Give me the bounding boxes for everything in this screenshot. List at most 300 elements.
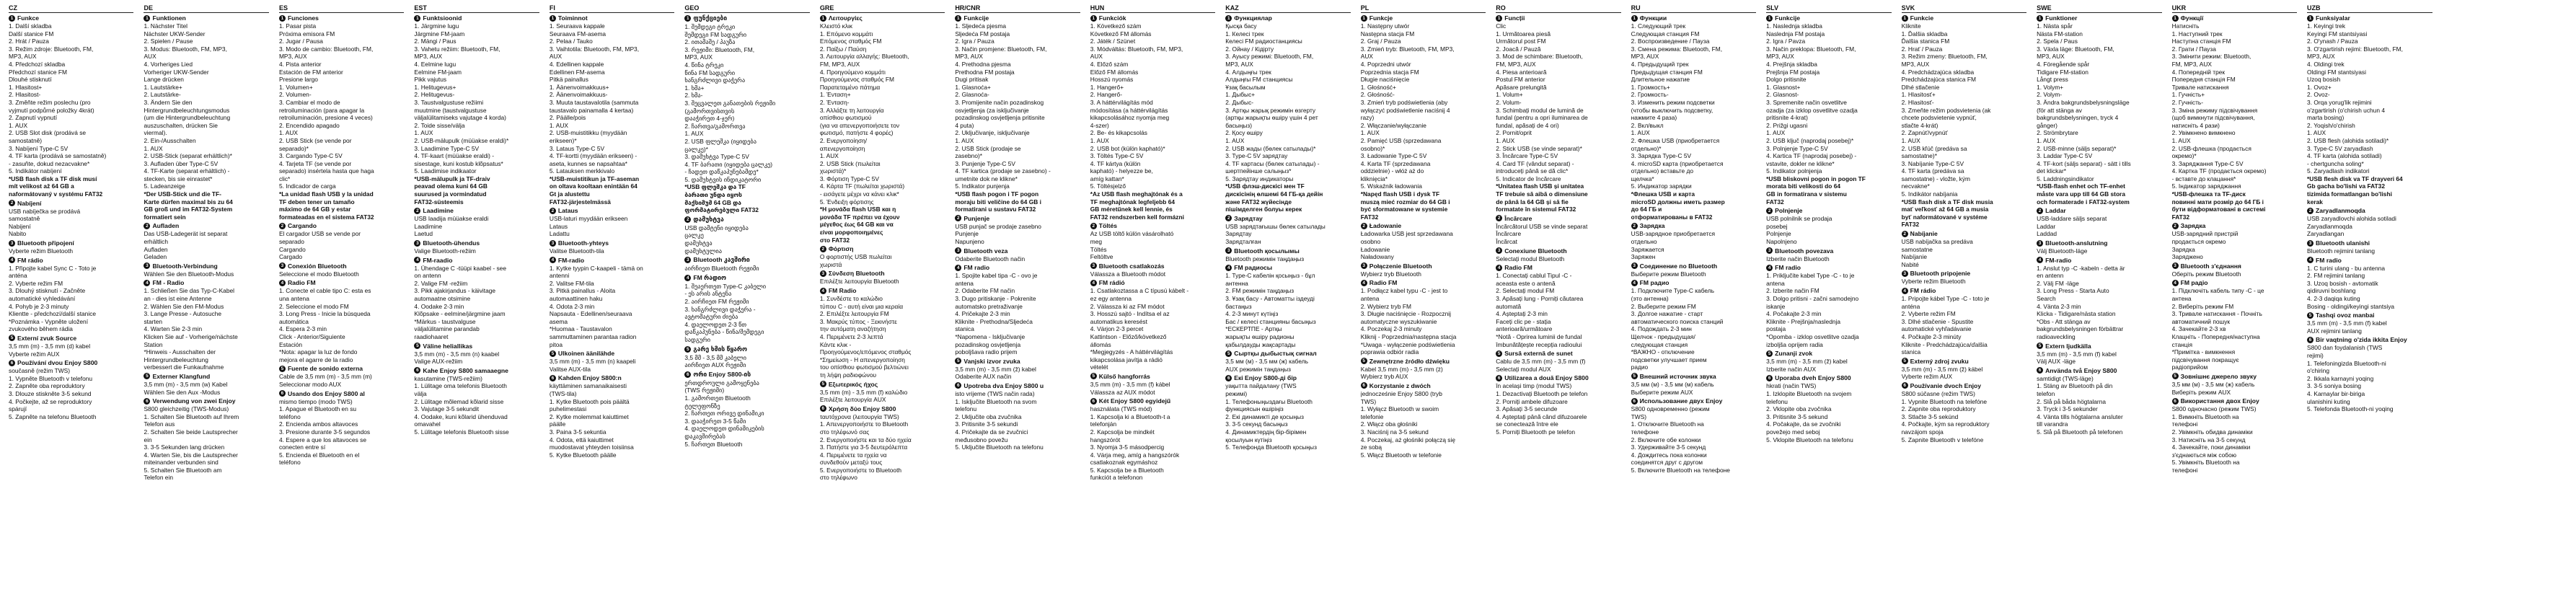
instruction-line: Następna stacja FM <box>1360 30 1415 37</box>
section-number-icon: 3 <box>1361 262 1367 269</box>
instruction-line: meg <box>1090 238 1103 246</box>
section-title <box>550 257 674 264</box>
section-number-icon: 4 <box>2037 257 2043 263</box>
instruction-line: telefonie <box>1360 412 1384 420</box>
instruction-line: 2. Pelaa / Tauko <box>549 37 593 45</box>
section-title-text: Bluetooth з'єднання <box>2180 262 2241 270</box>
section-title <box>1361 279 1486 286</box>
instruction-line: 2. Hlasitosť- <box>1901 98 1934 106</box>
instruction-line: automatické vyhľadávanie <box>1901 325 1972 333</box>
note-line: máximo de 64 GB y estar <box>278 206 351 213</box>
instruction-line: Cable de 3,5 mm (m) - 3,5 mm (m) <box>278 373 372 381</box>
instruction-line: Зарядтау <box>1225 230 1252 238</box>
instruction-line: 2. FM режимін таңдаңыз <box>1225 287 1294 295</box>
instruction-line: 1. Nästa spår <box>2037 22 2073 30</box>
section-title <box>2172 14 2297 22</box>
section-title <box>279 279 404 286</box>
instruction-line: verbessert die Funkaufnahme <box>144 363 224 371</box>
instruction-line: Nabijení <box>9 222 31 230</box>
instruction-line: 2. USB flesh (alohida sotiladi)* <box>2307 136 2389 144</box>
instruction-line: 3. Laadimine Type-C 5V <box>414 144 480 152</box>
instruction-line: MP3, AUX <box>1225 60 1253 68</box>
instruction-line: Προηγούμενος σταθμός FM <box>819 76 894 84</box>
instruction-line: Odaberite Bluetooth način <box>955 255 1025 262</box>
section-number-icon: 2 <box>1496 215 1502 221</box>
section-number-icon: 1 <box>1766 15 1773 22</box>
instruction-line: Nächster UKW-Sender <box>144 30 206 37</box>
instruction-line: Длительное нажатие <box>1631 76 1690 84</box>
note-line: TF deben tener un tamaño <box>278 198 355 206</box>
section-title <box>684 256 809 264</box>
instruction-line: 3. Nabíjení Type-C 5V <box>9 144 69 152</box>
instruction-line: підсвічування покращує <box>2171 356 2239 363</box>
instruction-line: Naładowany <box>1360 253 1394 261</box>
instruction-line: 2. Ikkala karnayni yoqing <box>2307 374 2374 382</box>
instruction-line: *Megjegyzés - A háttérvilágítás <box>1090 348 1173 356</box>
instruction-line: 2. USB-флешка (продається <box>2171 144 2251 152</box>
section-number-icon: 5 <box>820 381 826 387</box>
instruction-line: στο τηλέφωνό σας <box>819 428 870 436</box>
section-number-icon: 1 <box>144 15 150 22</box>
section-title-text: FM радио <box>1639 279 1669 287</box>
section-title <box>2172 397 2297 405</box>
instruction-line: 2. Toide sisse/välja <box>414 121 465 129</box>
instruction-line: 3. 3-5 soniya bosing <box>2307 382 2362 390</box>
section-number-icon: 4 <box>1766 265 1773 271</box>
instruction-line: Kliknite - Prejšnja/naslednja <box>1766 317 1841 325</box>
instruction-line: жарықты өшіру радионы <box>1225 332 1294 340</box>
instruction-line: 3. Nabíjanie Type-C 5V <box>1901 159 1964 167</box>
instruction-line: 1. Kytke tyypin C-kaapeli - tämä on <box>549 264 643 272</box>
instruction-line: 3,5 mm (m) - 3,5 mm (d) kabel <box>9 342 91 350</box>
instruction-line: 5. Wskaźnik ładowania <box>1360 182 1422 190</box>
instruction-line: 1. AUX <box>9 121 28 129</box>
instruction-line: TWS) <box>1360 397 1377 405</box>
instruction-line: zvukového během rádia <box>9 325 73 333</box>
section-title-text: Bluetooth-Verbindung <box>152 262 218 270</box>
instruction-line: 2. Slå på båda högtalarna <box>2037 397 2107 405</box>
instruction-line: 1. Podłącz kabel typu -C - jest to <box>1360 287 1448 295</box>
note-line: peavad olema kuni 64 GB <box>414 182 488 190</box>
section-title-text: Bluetooth-anslutning <box>2045 239 2108 247</box>
instruction-line: 2. Jugar / Pausa <box>278 37 323 45</box>
section-title-text: Bluetooth ulanishi <box>2316 239 2370 247</box>
instruction-line: (um die Hintergrundbeleuchtung <box>144 114 231 122</box>
instruction-line: Válassza az AUX módot <box>1090 388 1155 396</box>
section-title <box>1225 247 1350 255</box>
section-title <box>1225 350 1350 357</box>
note-line: naformátovaný v systému FAT32 <box>9 190 103 198</box>
instruction-line: 1. AUX <box>1766 129 1786 137</box>
section-title <box>1631 397 1756 405</box>
instruction-line: 2. Флешка USB (приобретается <box>1631 136 1720 144</box>
instruction-line: 5. Включите Bluetooth на телефоне <box>1631 466 1730 474</box>
instruction-line: 2. USB ფლეშკა (იყიდება <box>684 137 757 145</box>
instruction-line: 2. Igra / Pauza <box>955 37 994 45</box>
instruction-line: Selectați modul AUX <box>1496 365 1551 373</box>
instruction-line: 3. Натисніть на 3-5 секунд <box>2171 436 2246 443</box>
note-line: suurused ja vormindatud <box>414 190 487 198</box>
instruction-line: Zaryadlangan <box>2307 230 2345 238</box>
language-column <box>9 4 133 605</box>
instruction-line: 4. Κάρτα TF (πωλείται χωριστά) <box>819 182 905 190</box>
instruction-line: 1. Glasnost+ <box>1766 83 1801 91</box>
instruction-line: ერთდროული გამოყენება <box>684 379 759 387</box>
instruction-line: აირჩიეთ AUX რეჟიმი <box>684 361 746 369</box>
instruction-line: 1. Дыбыс+ <box>1225 91 1256 99</box>
instruction-line: sammuttaminen parantaa radion <box>549 332 637 340</box>
instruction-line: AUX <box>1090 53 1103 61</box>
instruction-line: 3. Način preklopa: Bluetooth, FM, <box>1766 45 1856 53</box>
section-number-icon: 6 <box>1766 375 1773 381</box>
instruction-line: 5. Vklopite Bluetooth na telefonu <box>1766 436 1853 443</box>
section-title <box>9 200 133 207</box>
section-title-text: Bluetooth veza <box>963 247 1008 255</box>
instruction-line: USB-laddare säljs separat <box>2037 215 2107 223</box>
instruction-line: samostatne <box>1901 245 1933 253</box>
section-title-text: Χρήση δύο Enjoy S800 <box>828 405 896 412</box>
instruction-line: телефоне <box>1631 428 1659 436</box>
instruction-line: 3. Type-C 5V зарядтау <box>1225 152 1288 160</box>
instruction-line: Бас / келесі станцияны басыңыз <box>1225 317 1316 325</box>
language-column <box>820 4 945 605</box>
note-line: GB in formatirana v sistemu <box>1766 190 1847 198</box>
instruction-line: Telefon ein <box>144 474 173 482</box>
instruction-line: 1. Dezactivați Bluetooth pe telefon <box>1496 389 1588 397</box>
instruction-line: соединятся друг с другом <box>1631 459 1703 467</box>
instruction-line: 2. Selectați modul FM <box>1496 287 1555 295</box>
instruction-line: osobno <box>1360 238 1381 246</box>
instruction-line: Das USB-Ladegerät ist separat <box>144 230 228 238</box>
instruction-line: отдельно)* <box>1631 144 1662 152</box>
instruction-line: 3. A háttérvilágítás mód <box>1090 98 1153 106</box>
note-line: FAT32 <box>1766 198 1784 206</box>
instruction-line: щелчка* <box>1631 175 1654 182</box>
instruction-line: 4. Poczekaj, aż głośniki połączą się <box>1360 436 1456 443</box>
instruction-line: 3. Πατήστε για 3-5 δευτερόλεπτα <box>819 443 908 451</box>
section-title <box>2307 257 2432 264</box>
instruction-line: ავტომატური ძიება <box>684 313 738 321</box>
instruction-line: 4. Počkajte 2-3 minúty <box>1901 332 1962 340</box>
instruction-line: Prethodna FM postaja <box>955 68 1015 76</box>
instruction-line: ulanishini kuting <box>2307 397 2350 405</box>
instruction-line: 4. Зачекайте 2-3 хв <box>2171 325 2226 333</box>
section-title-text: Зарядка <box>1639 222 1665 230</box>
section-title-text: Funciones <box>287 14 319 22</box>
instruction-line: Κάντε κλικ - <box>819 340 852 348</box>
instruction-line: asema <box>549 317 568 325</box>
instruction-line: povežejo med seboj <box>1766 428 1820 436</box>
note-line: *USB bliskovni pogon in pogon TF <box>1766 175 1866 182</box>
section-title-text: Externý zdroj zvuku <box>1910 357 1969 365</box>
section-title-text: Функциялар <box>1234 14 1272 22</box>
section-title-text: Funkciók <box>1098 14 1126 22</box>
note-line: *USB флэш-дискісі мен TF <box>1225 182 1305 190</box>
instruction-line: სადგური <box>684 335 711 343</box>
instruction-line: 1. Ovoz+ <box>2307 83 2332 91</box>
instruction-line: taustavalo painamalla 4 kertaa) <box>549 106 634 114</box>
instruction-line: módosítása (a háttérvilágítás <box>1090 106 1168 114</box>
section-title <box>1496 264 1620 271</box>
note-line: mať veľkosť až 64 GB a musia <box>1901 206 1989 213</box>
instruction-line: 2. Uključite oba zvučnika <box>955 412 1022 420</box>
instruction-line: (för att stänga av <box>2037 106 2082 114</box>
section-number-icon: 4 <box>820 288 826 294</box>
instruction-line: Bluetooth rejimini tanlang <box>2307 247 2376 255</box>
instruction-line: funkciót a telefonon <box>1090 474 1143 482</box>
language-column <box>1902 4 2026 605</box>
instruction-line: osvjetljenja (za isključivanje <box>955 106 1029 114</box>
instruction-line: en antenn <box>2037 272 2064 280</box>
instruction-line: Długie naciśnięcie <box>1360 76 1410 84</box>
section-number-icon: 3 <box>1496 247 1502 254</box>
instruction-line: ხანგრძლივი დაჭერა <box>684 76 746 84</box>
section-title <box>1496 247 1620 255</box>
instruction-line: ze sobą <box>1360 443 1382 451</box>
instruction-line: 3. Töltés Type-C 5V <box>1090 152 1144 160</box>
instruction-line: 3. Schimbați modul de lumină de <box>1496 106 1584 114</box>
section-title-text: Połączenie Bluetooth <box>1369 262 1432 270</box>
instruction-line: 1. შემდეგი ტრეკი <box>684 23 736 30</box>
instruction-line: S800 одночасно (режим TWS) <box>2171 405 2257 413</box>
instruction-line: USB-зарядний пристрій <box>2171 230 2238 238</box>
section-number-icon: 1 <box>820 15 826 22</box>
instruction-line: автоматичний пошук <box>2171 317 2231 325</box>
instruction-line: anterioară/următoare <box>1496 325 1553 333</box>
section-title <box>1902 382 2026 389</box>
instruction-line: 2. Увімкніть обидва динаміки <box>2171 428 2253 436</box>
instruction-line: 1. C turini ulang - bu antenna <box>2307 264 2386 272</box>
instruction-line: 2. Valige FM -režiim <box>414 279 468 287</box>
instruction-line: 1. Telefoningizda Bluetooth-ni <box>2307 359 2386 367</box>
instruction-line: Kliknite <box>1901 22 1921 30</box>
section-title <box>1090 279 1215 286</box>
instruction-line: антена <box>2171 295 2192 302</box>
instruction-line: päälle <box>549 420 566 428</box>
instruction-line: jednocześnie Enjoy S800 (tryb <box>1360 389 1442 397</box>
section-title-text: Încărcare <box>1504 214 1532 222</box>
instruction-line: 3. Polnjenje Type-C 5V <box>1766 144 1828 152</box>
instruction-line: 4. Așteptați 2-3 min <box>1496 310 1548 318</box>
instruction-line: 3. Način promjene: Bluetooth, FM, <box>955 45 1047 53</box>
section-title <box>1766 247 1891 255</box>
section-title <box>1496 215 1620 222</box>
instruction-line: marta bosing) <box>2307 114 2345 122</box>
instruction-line: Eelmine FM-jaam <box>414 68 462 76</box>
instruction-line: απενεργοποίηση <box>819 144 865 152</box>
instruction-line: 3,5 mm (m) - 3,5 mm (ž) kábel <box>1901 365 1983 373</box>
instruction-line: izboljša oprijem radia <box>1766 340 1823 348</box>
section-title-text: ფუნქციები <box>693 14 728 22</box>
instruction-line: současně (režim TWS) <box>9 367 71 375</box>
instruction-line: 2. Strömbrytare <box>2037 129 2078 137</box>
section-number-icon: 4 <box>2172 280 2179 286</box>
section-title-text: Utilizarea a două Enjoy S800 <box>1504 374 1589 382</box>
instruction-line: 5. Ladeanzeige <box>144 182 185 190</box>
instruction-line: automatické vyhledávání <box>9 295 76 302</box>
section-number-icon: 5 <box>1631 373 1638 379</box>
instruction-line: 4. Pista anterior <box>278 60 322 68</box>
section-title <box>279 14 404 22</box>
section-title-text: Conexión Bluetooth <box>287 262 347 270</box>
instruction-line: 5. Laddningsindikator <box>2037 175 2094 182</box>
instruction-line: 1. AUX <box>2307 129 2326 137</box>
section-title <box>9 335 133 342</box>
instruction-line: 2. Zapnite oba reproduktory <box>1901 405 1976 413</box>
section-title-text: Λειτουργίες <box>828 14 863 22</box>
instruction-line: telefonu <box>955 405 977 413</box>
section-title-text: Зовнішнє джерело звуку <box>2180 372 2257 380</box>
section-title <box>684 274 809 282</box>
instruction-line: 2. Päälle/pois <box>549 114 586 122</box>
instruction-line: 2. Mängi / Paus <box>414 37 456 45</box>
instruction-line: Щелчок - предыдущая/ <box>1631 332 1695 340</box>
note-line: de până la 64 GB și să fie <box>1496 198 1569 206</box>
section-number-icon: 3 <box>1902 270 1908 277</box>
instruction-line: 4. TF-kortti (myydään erikseen) - <box>549 152 638 160</box>
instruction-line: samostatně) <box>9 136 43 144</box>
instruction-line: 2. Zapněte oba reproduktory <box>9 382 85 390</box>
instruction-line: Încărcare <box>1496 230 1522 238</box>
instruction-line: Tidigare FM-station <box>2037 68 2088 76</box>
instruction-line: 4. Predchádzajúca skladba <box>1901 68 1975 76</box>
instruction-line: 2. USB жады (бөлек сатылады)* <box>1225 144 1316 152</box>
instruction-line: Izberite način AUX <box>1766 365 1817 373</box>
instruction-line: 2. Қосу өшіру <box>1225 129 1263 137</box>
section-title-text: Lataus <box>557 207 578 215</box>
instruction-line: USB-laturi myydään erikseen <box>549 215 628 223</box>
instruction-line: međusobno povežu <box>955 436 1008 443</box>
note-line: *USB flash pogon i TF pogon <box>955 190 1039 198</box>
instruction-line: 2. Kapcsolja be mindkét <box>1090 428 1155 436</box>
section-title <box>820 381 945 388</box>
instruction-line: *Notă - Oprirea luminii de fundal <box>1496 332 1582 340</box>
language-column <box>279 4 404 605</box>
section-title-text: FM radio <box>1775 264 1801 272</box>
instruction-line: Seleccione el modo Bluetooth <box>278 270 359 278</box>
instruction-line: posebej <box>1766 222 1788 230</box>
instruction-line: retroiluminación, presione 4 veces) <box>278 114 373 122</box>
section-title <box>684 371 809 379</box>
section-title-text: ორი Enjoy S800-ის <box>693 370 751 378</box>
section-number-icon: 6 <box>1902 382 1908 389</box>
note-line: *Флешка USB и карта <box>1631 190 1695 198</box>
instruction-line: 4. Card TF (vândut separat) - <box>1496 159 1574 167</box>
instruction-line: 3. Pritisnite 3-5 sekund <box>1766 412 1828 420</box>
instruction-line: 1. Naslednja skladba <box>1766 22 1822 30</box>
instruction-line: 4. Картка TF (продається окремо) <box>2171 167 2267 175</box>
language-column <box>684 4 809 605</box>
section-title-text: Внешний источник звука <box>1639 372 1716 380</box>
instruction-line: 2. Ein-/Ausschalten <box>144 136 196 144</box>
section-title-text: დამუხტვა <box>693 215 724 223</box>
instruction-line: 2. Vyberte režim FM <box>1901 310 1956 318</box>
instruction-line: AUX <box>144 53 156 61</box>
instruction-line: 3. Pitkä painallus - Aloita <box>549 287 616 295</box>
instruction-line: vételét <box>1090 363 1108 371</box>
instruction-line: Keyingi FM stantsiyasi <box>2307 30 2368 37</box>
section-number-icon: 4 <box>1225 265 1232 271</box>
instruction-line: *Hinweis - Ausschalten der <box>144 348 216 356</box>
instruction-line: Зарядка <box>2171 245 2195 253</box>
section-title <box>144 397 268 405</box>
section-title <box>550 14 674 22</box>
instruction-line: Selectați modul Bluetooth <box>1496 255 1565 262</box>
section-number-icon: 1 <box>1225 15 1232 22</box>
section-title-text: Funkce <box>17 14 40 22</box>
section-number-icon: 3 <box>279 262 286 269</box>
instruction-line: 1. Priključite kabel Type -C - to je <box>1766 272 1855 280</box>
instruction-line: 4. TF karta (predáva sa <box>1901 167 1964 175</box>
section-number-icon: 6 <box>2307 337 2313 343</box>
instruction-line: 1. Äänenvoimakkuus+ <box>549 83 609 91</box>
section-title <box>2172 222 2297 229</box>
instruction-line: Следующая станция FM <box>1631 30 1700 37</box>
section-number-icon: 4 <box>414 257 420 263</box>
section-title <box>1225 215 1350 222</box>
instruction-line: 4. TF kartica (prodaje se zasebno) - <box>955 167 1051 175</box>
instruction-line: 4. Προηγούμενο κομμάτι <box>819 68 886 76</box>
instruction-line: 3. 3-5 Sekunden lang drücken <box>144 443 225 451</box>
instruction-line: 3. Změňte režim poslechu (pro <box>9 98 91 106</box>
section-title-text: Töltés <box>1098 222 1118 230</box>
instruction-line: 2. Επιλέξτε λειτουργία FM <box>819 310 889 318</box>
instruction-line: 4. TF картасы (бөлек сатылады) - <box>1225 159 1320 167</box>
instruction-line: 2. Encendido apagado <box>278 121 340 129</box>
instruction-line: qidiruvni boshlang <box>2307 287 2356 295</box>
note-line: μονάδα TF πρέπει να έχουν <box>819 213 900 221</box>
note-line: TF meghajtónak legfeljebb 64 <box>1090 198 1175 206</box>
instruction-line: Laadimine <box>414 222 443 230</box>
note-line: moraju biti veličine do 64 GB i <box>955 198 1041 206</box>
instruction-line: Valitse Bluetooth-tila <box>549 247 604 255</box>
instruction-line: Naslednja FM postaja <box>1766 30 1825 37</box>
instruction-line: postaja <box>1766 325 1786 333</box>
instruction-line: - chertguncha soling* <box>2307 159 2364 167</box>
instruction-line: 2. Porniți ambele difuzoare <box>1496 397 1568 405</box>
section-number-icon: 3 <box>684 257 691 263</box>
instruction-line: MP3, AUX <box>2307 53 2335 61</box>
section-title-text: Korzystanie z dwóch <box>1369 381 1431 389</box>
instruction-line: Vyberte režim AUX <box>1901 373 1953 381</box>
section-title-text: Külső hangforrás <box>1098 372 1150 380</box>
instruction-line: қосылуын күтіңіз <box>1225 436 1272 443</box>
instruction-line: Заряджено <box>2171 253 2203 261</box>
instruction-line: Kliknite - Prethodna/Sljedeća <box>955 317 1033 325</box>
instruction-line: 2. USB Stick (prodaje se <box>955 144 1021 152</box>
instruction-line: MP3, AUX <box>9 53 37 61</box>
instruction-line: 1. Pasar pista <box>278 22 317 30</box>
section-number-icon: 5 <box>2037 343 2043 349</box>
instruction-line: 3. Laddar Type-C 5V <box>2037 152 2093 160</box>
instruction-line: 1. Další skladba <box>9 22 52 30</box>
instruction-line: állomás <box>1090 340 1111 348</box>
instruction-line: 3. Zmień tryb podświetlenia (aby <box>1360 98 1448 106</box>
instruction-line: ცალკე <box>684 231 704 239</box>
instruction-line: Presione largo <box>278 76 318 84</box>
section-number-icon: 5 <box>144 373 150 379</box>
instruction-line: 3. Režim zdroje: Bluetooth, FM, <box>9 45 94 53</box>
instruction-line: wyłączyć podświetlenie naciśnij 4 <box>1360 106 1450 114</box>
instruction-line: Заряжен <box>1631 253 1656 261</box>
note-line: және FAT32 жүйесінде <box>1225 198 1292 206</box>
instruction-line: 3. Naciśnij na 3-5 sekund <box>1360 428 1429 436</box>
instruction-line: 5. Kapcsolja be a Bluetooth <box>1090 466 1164 474</box>
instruction-line: 4. Počkajte, kým sa reproduktory <box>1901 420 1990 428</box>
instruction-line: 1. Stäng av Bluetooth på din <box>2037 382 2113 390</box>
instruction-line: Zaryadlanmoqda <box>2307 222 2352 230</box>
instruction-line: Search <box>2037 295 2056 302</box>
